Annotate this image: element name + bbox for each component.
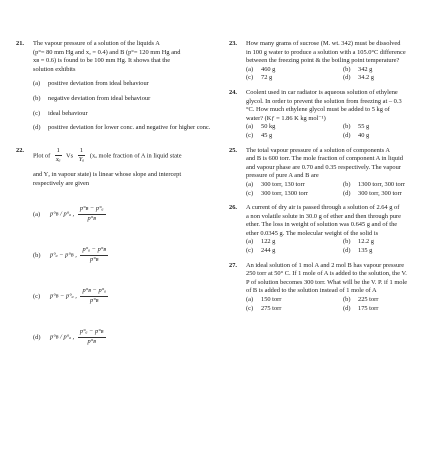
left-column bbox=[16, 40, 216, 369]
fraction: $\frac{1}{\text{Yₐ}}$ bbox=[78, 146, 85, 164]
question-27: 27. An ideal solution of 1 mol A and 2 mol B has vapour pressure 250 torr at 50° C. If 1 mole of A is added to the solution, the V. P of solution becomes 300 torr. What will be the V. P. if 1 mole of B is added to the solution instead of 1 mole of A (a) 150 torr (b) 225 torr (c) 275 torr (d) 175 torr bbox=[229, 262, 434, 314]
option-d[interactable]: (d) positive deviation for lower conc. and negative for higher conc. bbox=[33, 124, 211, 132]
question-number: 22. bbox=[16, 146, 24, 154]
option-a[interactable]: (a) 150 torr bbox=[246, 296, 282, 304]
option-a[interactable]: (a) 460 g bbox=[246, 65, 276, 73]
fraction: $\frac{\text{p°ʙ − p°ₐ}}{\text{p°ʙ}}$ bbox=[79, 205, 104, 222]
option-c[interactable]: (c) 244 g bbox=[246, 247, 276, 255]
option-b[interactable]: (b) p°ₐ − p°ʙ , $\frac{\text{p°ₐ − p°ʙ}}{\text{p°ʙ}}$ bbox=[33, 246, 107, 263]
question-24: 24. Coolent used in car radiator is aqueous solution of ethylene glycol. In order to prevent the solution from freezing at – 0.3 °C. How much ethylene glycol must be added to 5 kg of water? (Kƒ = 1.86 K kg mol⁻¹) (a) 50 kg (b) 55 g (c) 45 g (d) 40 g bbox=[229, 89, 434, 141]
question-22 bbox=[16, 147, 216, 352]
question-text-line: Plot of $\frac{1}{\text{xₐ}}$ Vs $\frac{1}{\text{Yₐ}}$ (xₐ mole fraction of A in liquid state bbox=[33, 146, 182, 164]
option-d[interactable]: (d) 40 g bbox=[343, 131, 370, 139]
option-b[interactable]: (b) 12.2 g bbox=[343, 238, 374, 246]
option-a[interactable]: (a) p°ʙ / p°ₐ , $\frac{\text{p°ʙ − p°ₐ}}{\text{p°ʙ}}$ bbox=[33, 205, 104, 222]
option-a[interactable]: (a) 50 kg bbox=[246, 123, 276, 131]
fraction: $\frac{\text{p°ʙ − p°ₐ}}{\text{p°ʙ}}$ bbox=[82, 287, 107, 304]
option-d[interactable]: (d) 300 torr, 300 torr bbox=[343, 189, 402, 197]
question-26: 26. A current of dry air is passed through a solution of 2.64 g of a non volatile solute in 30.0 g of ether and then through pure ether. The loss in weight of solution was 0.645 g and of the ether 0.0345 g. The molecular weight of the solid is (a) 122 g (b) 12.2 g (c) 244 g (d) 135 g bbox=[229, 204, 434, 256]
question-25: 25. The total vapour pressure of a solution of components A and B is 600 torr. The mole fraction of component A in liquid and vapour phase are 0.70 and 0.35 respectively. The vapour pressure of pure A and B are (a) 300 torr, 130 torr (b) 1300 torr, 300 torr (c) 300 torr, 1300 torr (d) 300 torr, 300 torr bbox=[229, 147, 434, 199]
option-c[interactable]: (c) 72 g bbox=[246, 74, 273, 82]
option-b[interactable]: (b) negative deviation from ideal behaviour bbox=[33, 94, 151, 102]
question-21 bbox=[16, 40, 216, 133]
option-b[interactable]: (b) 1300 torr, 300 torr bbox=[343, 180, 405, 188]
option-c[interactable]: (c) 275 torr bbox=[246, 304, 282, 312]
question-text-line: solution exhibits bbox=[33, 65, 76, 73]
fraction: $\frac{\text{p°ₐ − p°ʙ}}{\text{p°ʙ}}$ bbox=[82, 246, 107, 263]
option-b[interactable]: (b) 55 g bbox=[343, 123, 370, 131]
question-text-line: respectively are given bbox=[33, 179, 90, 187]
option-d[interactable]: (d) 135 g bbox=[343, 247, 373, 255]
right-column bbox=[229, 40, 434, 319]
question-text-line: The vapour pressure of a solution of the liquids A bbox=[33, 40, 160, 47]
option-c[interactable]: (c) 300 torr, 1300 torr bbox=[246, 189, 308, 197]
option-a[interactable]: (a) 300 torr, 130 torr bbox=[246, 180, 305, 188]
question-text-line: (p°= 80 mm Hg and xₐ = 0.4) and B (p°= 120 mm Hg and bbox=[33, 48, 181, 56]
option-c[interactable]: (c) ideal behaviour bbox=[33, 109, 88, 117]
option-d[interactable]: (d) p°ʙ / p°ₐ , $\frac{\text{p°ₐ − p°ʙ}}{\text{p°ʙ}}$ bbox=[33, 328, 104, 345]
fraction: $\frac{\text{p°ₐ − p°ʙ}}{\text{p°ʙ}}$ bbox=[79, 328, 104, 345]
question-text-line: and Yₐ in vapour state) is linear whose slope and intercept bbox=[33, 170, 182, 178]
question-text-line: xʙ = 0.6) is found to be 100 mm Hg. It shows that the bbox=[33, 57, 171, 65]
question-number: 21. bbox=[16, 40, 24, 47]
option-b[interactable]: (b) 225 torr bbox=[343, 296, 379, 304]
option-a[interactable]: (a) 122 g bbox=[246, 238, 276, 246]
option-d[interactable]: (d) 175 torr bbox=[343, 304, 379, 312]
fraction: $\frac{1}{\text{xₐ}}$ bbox=[55, 146, 61, 164]
option-b[interactable]: (b) 342 g bbox=[343, 65, 373, 73]
option-a[interactable]: (a) positive deviation from ideal behaviour bbox=[33, 80, 149, 88]
question-23: 23. How many grams of sucrose (M. wt. 342) must be dissolved in 100 g water to produce a solution with a 105.0°C difference between the freezing point & the boiling point temperature? (a) 460 g (b) 342 g (c) 72 g (d) 34.2 g bbox=[229, 40, 434, 83]
option-c[interactable]: (c) p°ʙ − p°ₐ , $\frac{\text{p°ʙ − p°ₐ}}{\text{p°ʙ}}$ bbox=[33, 287, 107, 304]
option-d[interactable]: (d) 34.2 g bbox=[343, 74, 374, 82]
option-c[interactable]: (c) 45 g bbox=[246, 131, 273, 139]
